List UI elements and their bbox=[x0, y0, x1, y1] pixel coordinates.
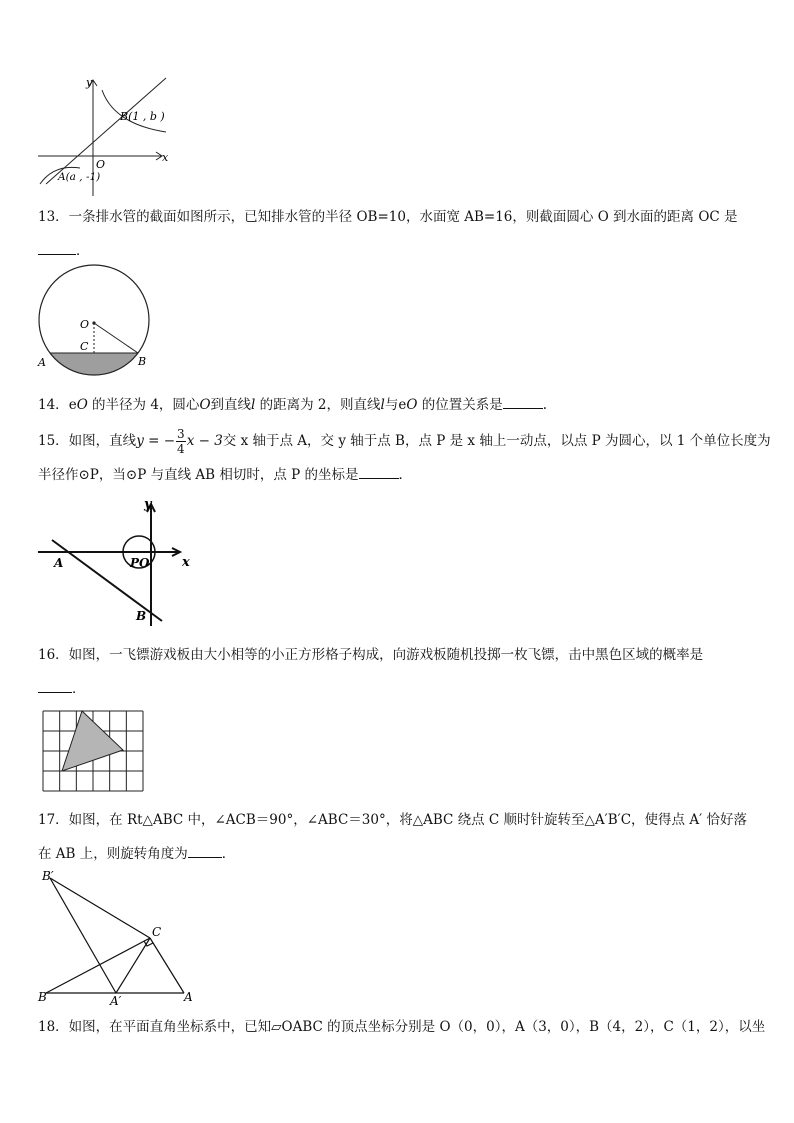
axis-x-label: x bbox=[162, 151, 169, 164]
pipe-cross-section-figure bbox=[34, 264, 164, 374]
q14-text-a: 的半径为 4，圆心 bbox=[87, 397, 200, 413]
question-13 bbox=[38, 200, 760, 268]
side-bc bbox=[46, 938, 150, 993]
answer-blank-17[interactable] bbox=[188, 843, 222, 858]
side-b-prime-a-prime bbox=[50, 878, 116, 993]
label-o: O bbox=[80, 318, 90, 331]
q14-var-o3: O bbox=[406, 397, 418, 413]
question-15 bbox=[38, 424, 771, 492]
question-13-tail: ． bbox=[76, 243, 90, 259]
circle-symbol-2: e bbox=[398, 397, 407, 413]
fig15-y-label: y bbox=[144, 497, 152, 512]
tangent-circle-figure bbox=[34, 496, 204, 628]
fig15-po-label: PO bbox=[130, 556, 150, 570]
dartboard-grid-figure bbox=[42, 710, 146, 792]
q15-eq-y: y bbox=[136, 433, 144, 449]
label-b-prime: B′ bbox=[42, 869, 54, 883]
axis-y-label: y bbox=[86, 76, 93, 89]
label-b: B bbox=[38, 990, 47, 1004]
side-ca bbox=[150, 938, 184, 993]
answer-blank-15[interactable] bbox=[359, 464, 399, 479]
answer-blank-16[interactable] bbox=[38, 678, 72, 693]
fig15-x-label: x bbox=[182, 555, 190, 570]
fraction-denominator: 4 bbox=[177, 442, 185, 456]
q14-var-o: O bbox=[76, 397, 88, 413]
q14-text-b: 到直线 bbox=[210, 397, 252, 413]
q14-var-l: l bbox=[251, 397, 256, 413]
radius-ob bbox=[94, 323, 138, 353]
label-c: C bbox=[152, 925, 162, 939]
question-17 bbox=[38, 803, 760, 871]
answer-blank-14[interactable] bbox=[503, 394, 543, 409]
fig15-a-label: A bbox=[54, 556, 64, 570]
label-b: B bbox=[138, 355, 147, 368]
question-17-line1: 17．如图，在 Rt△ABC 中，∠ACB＝90°，∠ABC＝30°，将△ABC 绕点 C 顺时针旋转至△A′B′C，使得点 A′ 恰好落 bbox=[38, 812, 747, 828]
circle-symbol: e bbox=[68, 397, 77, 413]
q15-text: 交 x 轴于点 A，交 y 轴于点 B，点 P 是 x 轴上一动点，以点 P 为圆心，以 1 个单位长度为 bbox=[222, 433, 771, 449]
side-b-prime-c bbox=[50, 878, 150, 938]
water-region bbox=[50, 353, 138, 375]
q14-text-e: 的位置关系是 bbox=[417, 397, 503, 413]
question-13-text: 13．一条排水管的截面如图所示，已知排水管的半径 OB=10，水面宽 AB=16，则截面圆心 O 到水面的距离 OC 是 bbox=[38, 209, 738, 225]
question-18 bbox=[38, 1010, 766, 1044]
origin-label: O bbox=[96, 158, 106, 171]
q15-eq-rest: x − 3 bbox=[186, 433, 223, 449]
label-a-prime: A′ bbox=[110, 994, 122, 1008]
q14-num: 14． bbox=[38, 397, 69, 413]
q15-intro: 15．如图，直线 bbox=[38, 433, 137, 449]
q15-line2: 半径作⊙P，当⊙P 与直线 AB 相切时，点 P 的坐标是 bbox=[38, 467, 359, 483]
side-a-prime-c bbox=[116, 938, 150, 993]
q14-tail: . bbox=[542, 397, 548, 413]
center-dot bbox=[92, 321, 95, 324]
rotation-triangle-figure bbox=[34, 866, 204, 1006]
label-a: A bbox=[38, 356, 46, 369]
point-a-label: A(a , -1) bbox=[58, 171, 101, 183]
question-16 bbox=[38, 638, 760, 706]
q15-eq-sign: = − bbox=[143, 433, 176, 449]
question-17-line2: 在 AB 上，则旋转角度为 bbox=[38, 846, 188, 862]
question-14 bbox=[38, 388, 760, 422]
label-a: A bbox=[184, 990, 193, 1004]
q15-tail: ． bbox=[398, 467, 412, 483]
point-b-label: B(1 , b ) bbox=[120, 110, 165, 123]
label-c: C bbox=[80, 340, 89, 353]
q16-tail: ． bbox=[72, 681, 86, 697]
question-18-text: 18．如图，在平面直角坐标系中，已知▱OABC 的顶点坐标分别是 O（0，0），A（3，0），B（4，2），C（1，2），以坐 bbox=[38, 1019, 766, 1035]
q14-var-l2: l bbox=[380, 397, 385, 413]
hyperbola-figure bbox=[34, 74, 214, 199]
q14-var-o2: O bbox=[199, 397, 211, 413]
q17-tail: ． bbox=[221, 846, 236, 862]
q14-text-c: 的距离为 2，则直线 bbox=[255, 397, 381, 413]
q14-text-d: 与 bbox=[384, 397, 399, 413]
fraction-numerator: 3 bbox=[177, 427, 185, 441]
fraction-3-4 bbox=[176, 427, 186, 456]
answer-blank-13[interactable] bbox=[38, 240, 76, 255]
question-16-text: 16．如图，一飞镖游戏板由大小相等的小正方形格子构成，向游戏板随机投掷一枚飞镖，击中黑色区域的概率是 bbox=[38, 647, 704, 663]
fig15-b-label: B bbox=[136, 609, 147, 623]
